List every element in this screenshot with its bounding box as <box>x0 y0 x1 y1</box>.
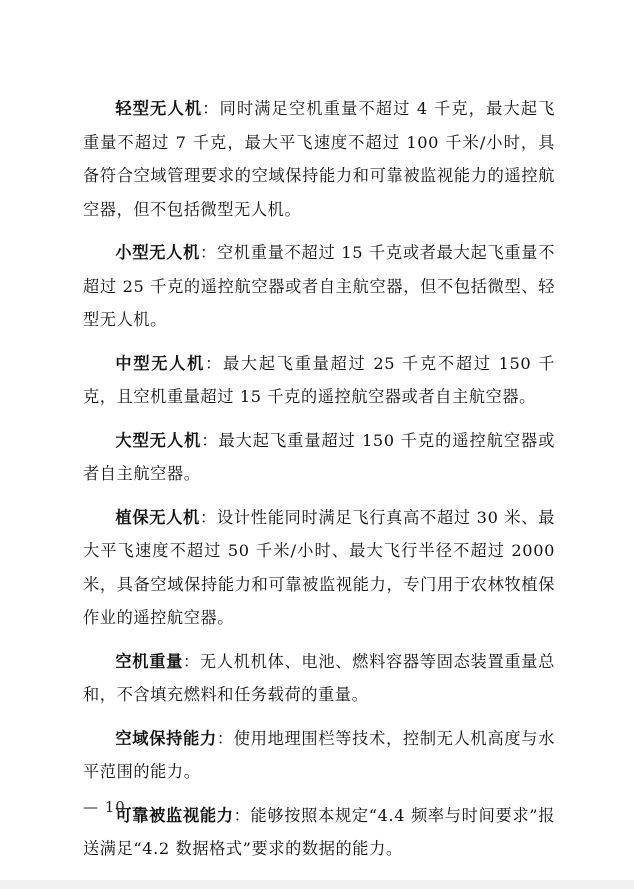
definition-large-uav <box>83 424 555 491</box>
definition-airspace-keeping <box>83 722 555 789</box>
definition-text: ：最大起飞重量超过 150 千克的遥控航空器或者自主航空器。 <box>83 430 555 483</box>
definition-text: ：使用地理围栏等技术，控制无人机高度与水平范围的能力。 <box>83 728 555 781</box>
term-label: 小型无人机 <box>115 243 201 262</box>
definition-small-uav <box>83 236 555 337</box>
term-label: 植保无人机 <box>115 507 201 527</box>
definition-text: ：同时满足空机重量不超过 4 千克，最大起飞重量不超过 7 千克，最大平飞速度不超过 100 千米/小时，具备符合空域管理要求的空域保持能力和可靠被监视能力的遥控航空器，但不包括微型无人机。 <box>83 99 556 219</box>
definition-text: ：空机重量不超过 15 千克或者最大起飞重量不超过 25 千克的遥控航空器或者自主航空器，但不包括微型、轻型无人机。 <box>83 243 556 329</box>
term-label: 空机重量 <box>115 651 184 671</box>
page-number: — 10 — <box>83 798 148 816</box>
definition-empty-weight <box>83 645 555 712</box>
term-label: 空域保持能力 <box>115 728 217 748</box>
document-body <box>83 92 555 876</box>
definition-medium-uav <box>83 347 555 414</box>
term-label: 大型无人机 <box>115 430 202 450</box>
term-label: 可靠被监视能力 <box>115 805 234 825</box>
page-bottom-edge <box>0 880 634 889</box>
definition-text: ：设计性能同时满足飞行真高不超过 30 米、最大平飞速度不超过 50 千米/小时、最大飞行半径不超过 2000 米，具备空域保持能力和可靠被监视能力，专门用于农林牧植保作业的遥控航空器。 <box>83 507 556 627</box>
definition-text: ：能够按照本规定“4.4 频率与时间要求”报送满足“4.2 数据格式”要求的数据的能力。 <box>83 805 556 858</box>
term-label: 轻型无人机 <box>115 99 203 118</box>
definition-text: ：无人机机体、电池、燃料容器等固态装置重量总和，不含填充燃料和任务载荷的重量。 <box>83 651 555 704</box>
definition-light-uav <box>83 92 555 226</box>
definition-plant-protection-uav <box>83 501 555 635</box>
term-label: 中型无人机 <box>115 353 206 373</box>
definition-reliable-surveillance <box>83 799 555 866</box>
definition-text: ：最大起飞重量超过 25 千克不超过 150 千克，且空机重量超过 15 千克的遥控航空器或者自主航空器。 <box>83 353 555 406</box>
